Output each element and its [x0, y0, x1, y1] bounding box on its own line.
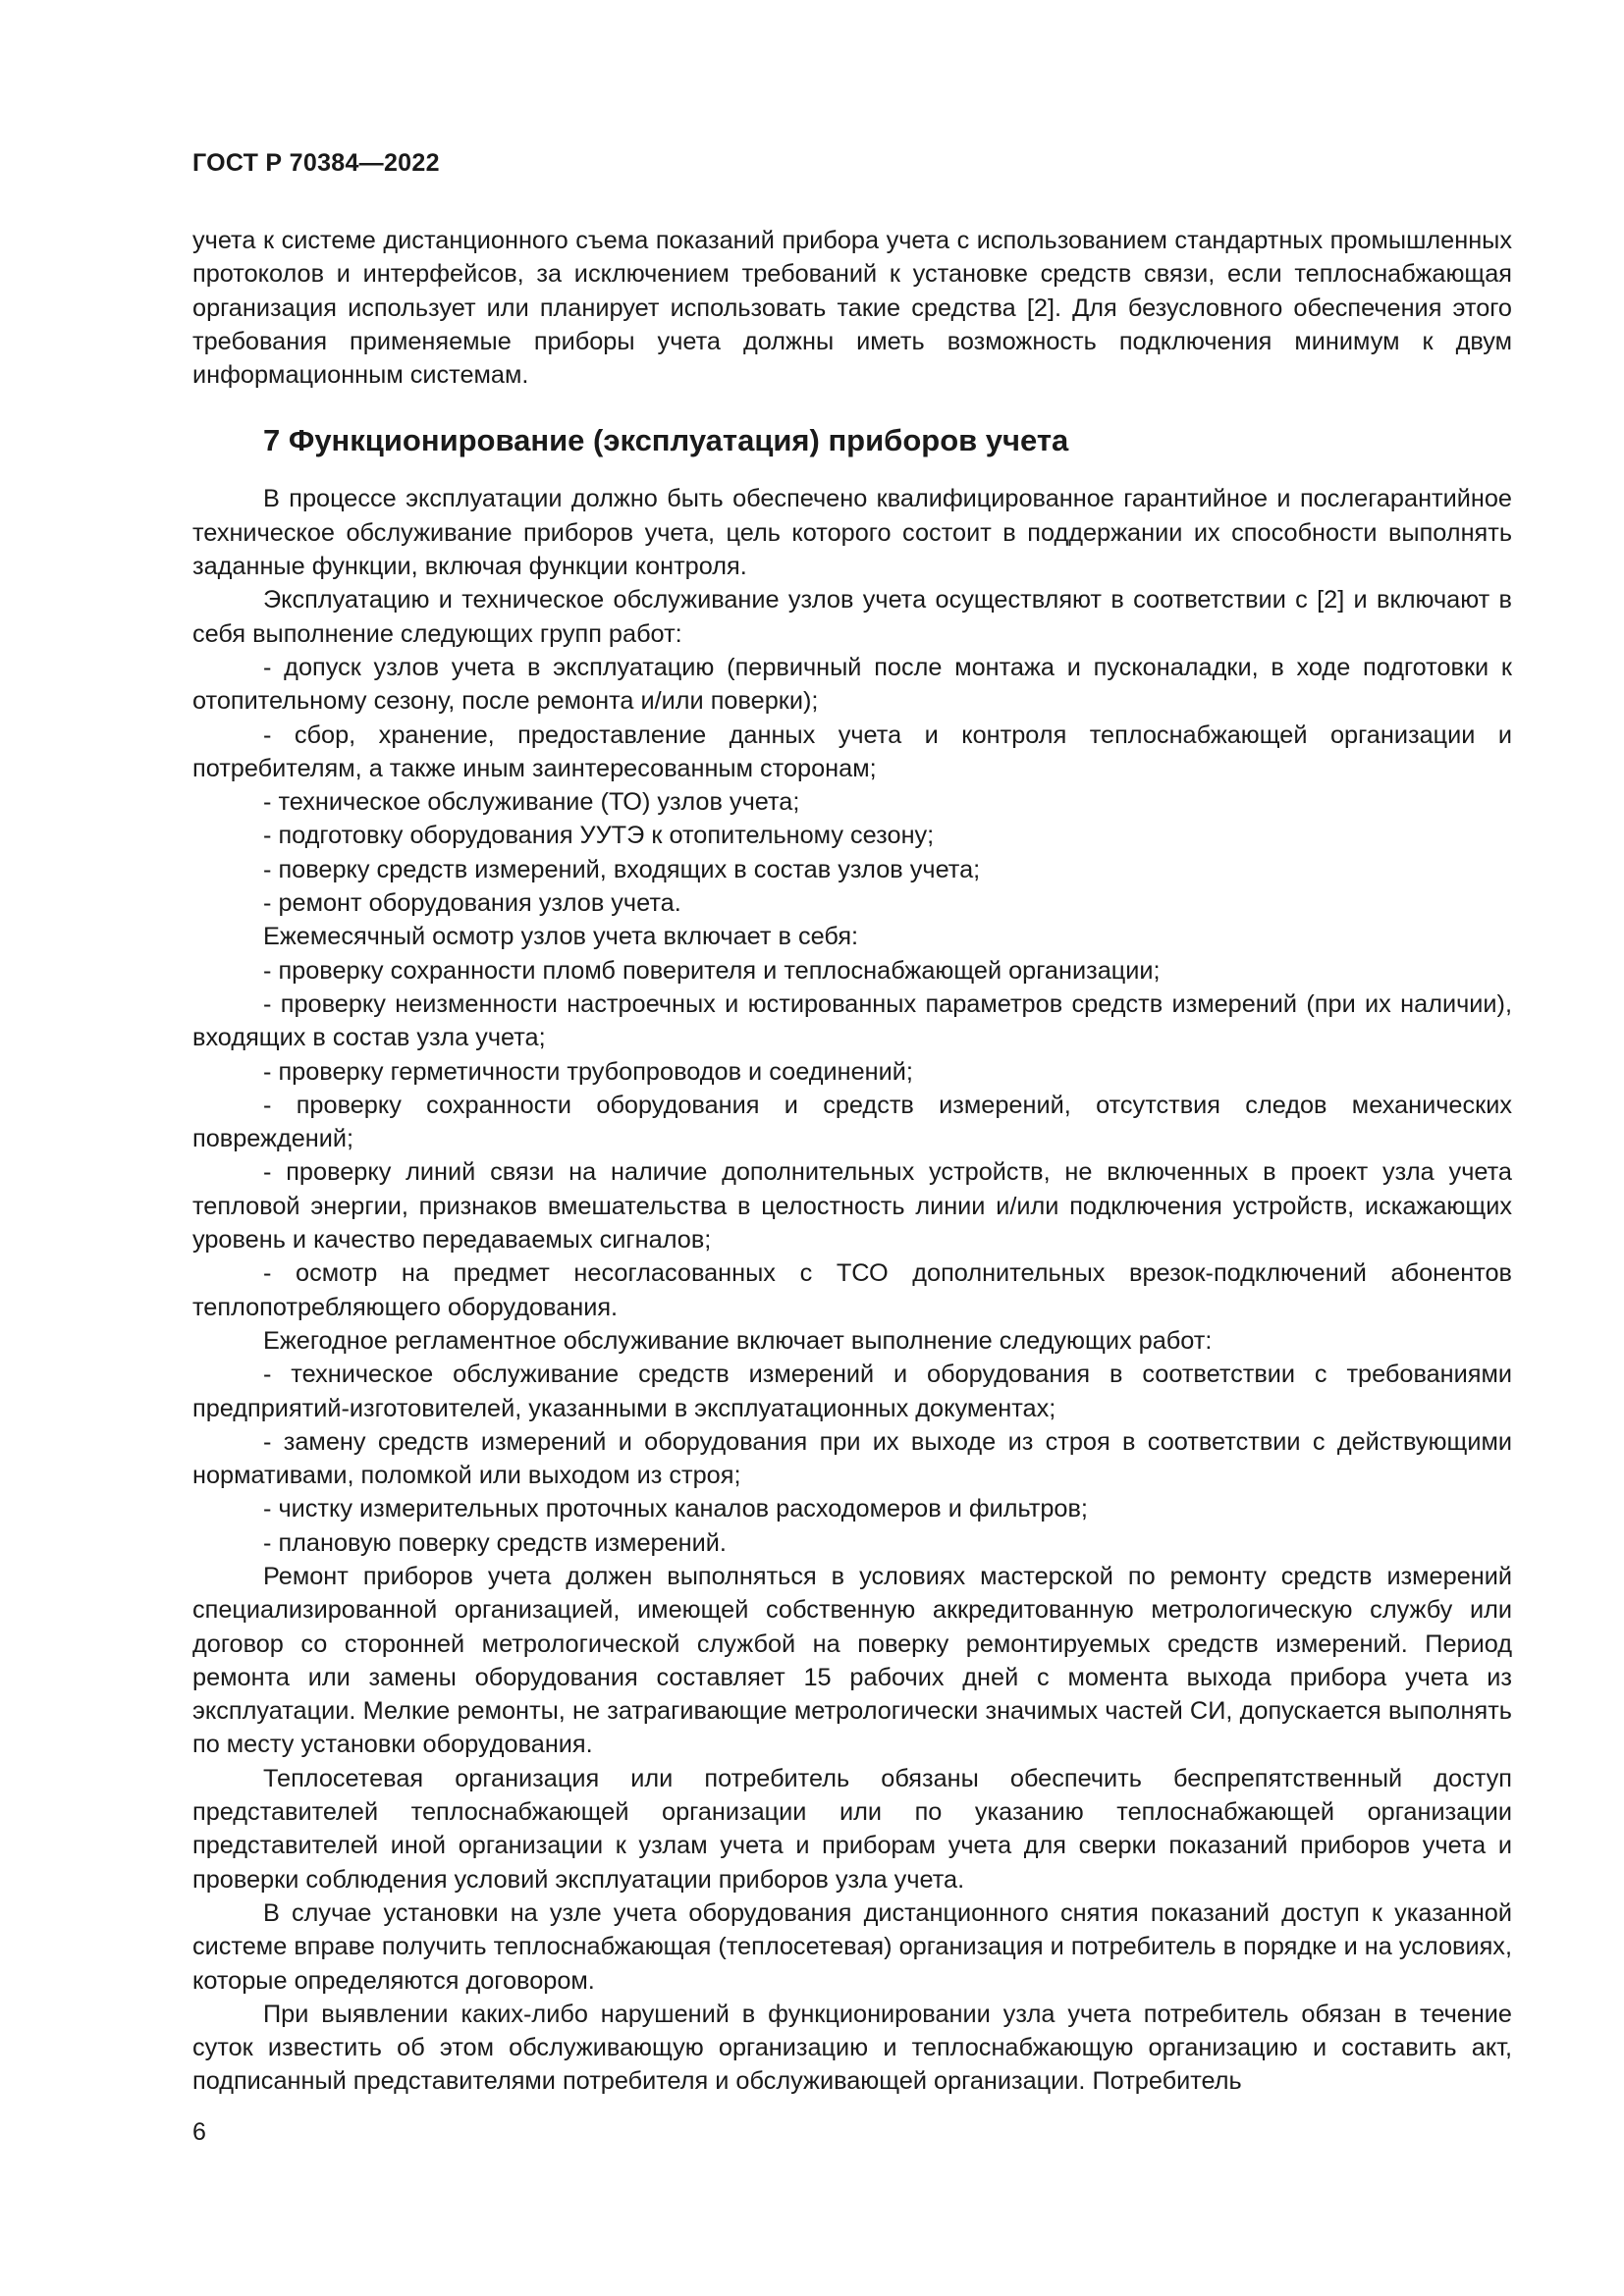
list-item: - проверку неизменности настроечных и юстированных параметров средств измерений (при их наличии), входящих в состав узла учета; — [192, 989, 1512, 1052]
list-item: - проверку линий связи на наличие дополнительных устройств, не включенных в проект узла учета тепловой энергии, признаков вмешательства в целостность линии и/или подключения устройств, искажающих уровень и качество передаваемых сигналов; — [192, 1158, 1512, 1255]
list-item: - подготовку оборудования УУТЭ к отопительному сезону; — [263, 822, 935, 850]
list-item: - чистку измерительных проточных каналов расходомеров и фильтров; — [263, 1495, 1088, 1523]
intro-paragraph: учета к системе дистанционного съема показаний прибора учета с использованием стандартных промышленных протоколов и интерфейсов, за исключением требований к установке средств связи, если теплоснабжающая организация использует или планирует использовать такие средства [2]. Для безусловного обеспечения этого требования применяемые приборы учета должны иметь возможность подключения минимум к двум информационным системам. — [192, 227, 1512, 390]
list-item: - техническое обслуживание средств измерений и оборудования в соответствии с требованиями предприятий-изготовителей, указанными в эксплуатационных документах; — [192, 1361, 1512, 1422]
list-item: - техническое обслуживание (ТО) узлов учета; — [263, 788, 800, 817]
paragraph: В случае установки на узле учета оборудования дистанционного снятия показаний доступ к указанной системе вправе получить теплоснабжающая (теплосетевая) организация и потребитель в порядке и на условиях, которые определяются договором. — [192, 1898, 1512, 1995]
paragraph: Эксплуатацию и техническое обслуживание узлов учета осуществляют в соответствии с [2] и включают в себя выполнение следующих групп работ: — [192, 586, 1512, 648]
list-item: - плановую поверку средств измерений. — [263, 1528, 727, 1557]
paragraph: Ремонт приборов учета должен выполняться в условиях мастерской по ремонту средств измерений специализированной организацией, имеющей собственную аккредитованную метрологическую службу или договор со сторонней метрологической службой на поверку ремонтируемых средств измерений. Период ремонта или замены оборудования составляет 15 рабочих дней с момента выхода прибора учета из эксплуатации. Мелкие ремонты, не затрагивающие метрологически значимых частей СИ, допускается выполнять по месту установки оборудования. — [192, 1562, 1512, 1759]
paragraph: В процессе эксплуатации должно быть обеспечено квалифицированное гарантийное и послегарантийное техническое обслуживание приборов учета, цель которого состоит в поддержании их способности выполнять заданные функции, включая функции контроля. — [192, 485, 1512, 581]
document-body — [192, 224, 1512, 2099]
list-item: - допуск узлов учета в эксплуатацию (первичный после монтажа и пусконаладки, в ходе подготовки к отопительному сезону, после ремонта и/или поверки); — [192, 653, 1512, 716]
paragraph: Теплосетевая организация или потребитель обязаны обеспечить беспрепятственный доступ представителей теплоснабжающей организации или по указанию теплоснабжающей организации представителей иной организации к узлам учета и приборам учета для сверки показаний приборов учета и проверки соблюдения условий эксплуатации приборов узла учета. — [192, 1764, 1512, 1894]
paragraph: Ежемесячный осмотр узлов учета включает в себя: — [263, 923, 859, 951]
list-item: - проверку герметичности трубопроводов и соединений; — [263, 1057, 913, 1086]
list-item: - замену средств измерений и оборудования при их выходе из строя в соответствии с действующими нормативами, поломкой или выходом из строя; — [192, 1427, 1512, 1490]
list-item: - проверку сохранности пломб поверителя и теплоснабжающей организации; — [263, 956, 1161, 985]
list-item: - осмотр на предмет несогласованных с ТСО дополнительных врезок-подключений абонентов теплопотребляющего оборудования. — [192, 1259, 1512, 1321]
paragraph: При выявлении каких-либо нарушений в функционировании узла учета потребитель обязан в течение суток известить об этом обслуживающую организацию и теплоснабжающую организацию и составить акт, подписанный представителями потребителя и обслуживающей организации. Потребитель — [192, 2000, 1512, 2096]
list-item: - сбор, хранение, предоставление данных учета и контроля теплоснабжающей организации и потребителям, а также иным заинтересованным сторонам; — [192, 721, 1512, 782]
paragraph: Ежегодное регламентное обслуживание включает выполнение следующих работ: — [263, 1326, 1213, 1355]
page-number: 6 — [192, 2118, 206, 2146]
document-code-header: ГОСТ Р 70384—2022 — [192, 149, 440, 177]
section-title: 7 Функционирование (эксплуатация) приборов учета — [263, 423, 1069, 458]
list-item: - проверку сохранности оборудования и средств измерений, отсутствия следов механических повреждений; — [192, 1091, 1512, 1153]
list-item: - поверку средств измерений, входящих в состав узлов учета; — [263, 855, 981, 883]
list-item: - ремонт оборудования узлов учета. — [263, 889, 681, 918]
